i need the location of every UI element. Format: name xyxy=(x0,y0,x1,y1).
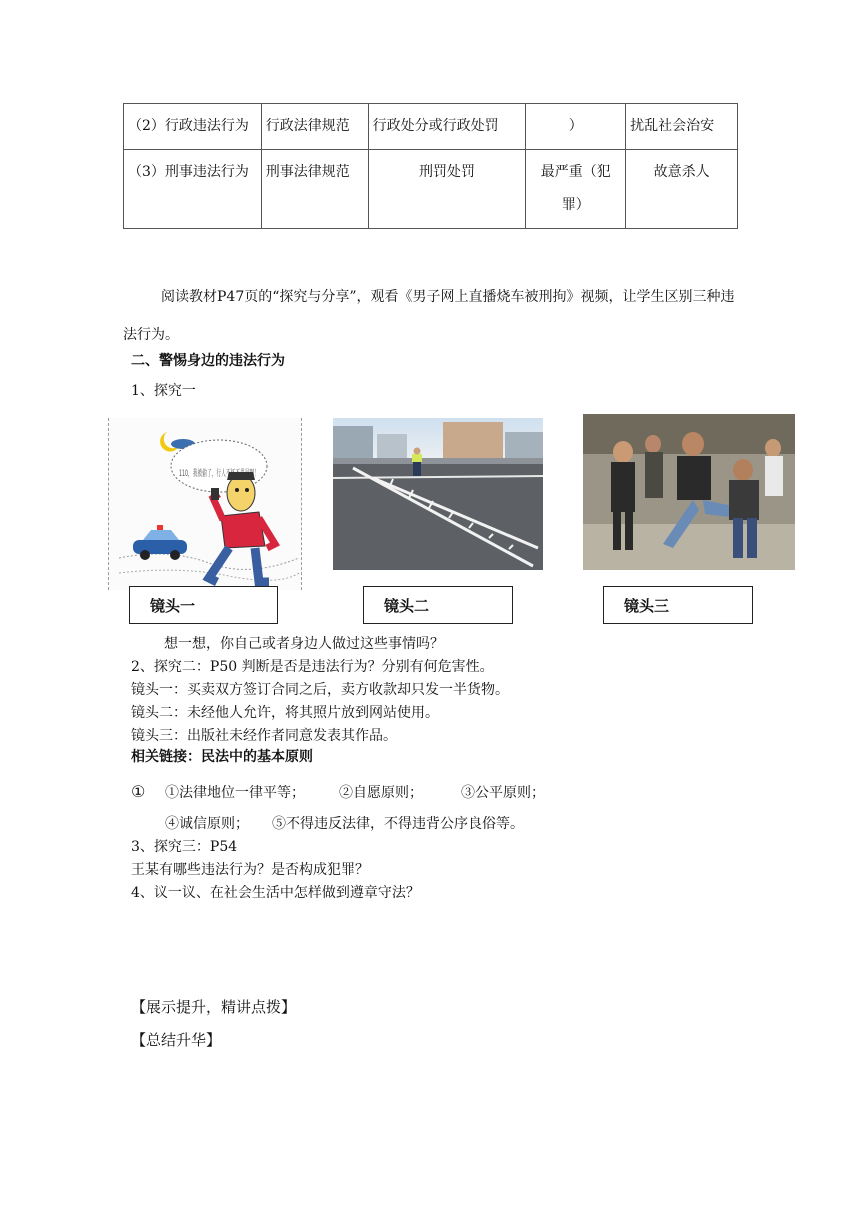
table-cell: （2）行政违法行为 xyxy=(124,104,262,150)
item-heading: 1、探究一 xyxy=(131,383,196,399)
violation-table xyxy=(123,103,738,229)
table-cell: ） xyxy=(526,104,626,150)
question-text: 王某有哪些违法行为？是否构成犯罪？ xyxy=(131,862,369,878)
street-barrier-photo xyxy=(333,418,543,570)
table-cell: 故意杀人 xyxy=(626,150,738,229)
table-row xyxy=(124,150,738,229)
cartoon-speech-text: 110，我被偷了，行人不怀不思是啊！ xyxy=(179,469,332,479)
caption-shot-2: 镜头二 xyxy=(363,586,513,624)
caption-shot-1: 镜头一 xyxy=(129,586,278,624)
shot-2-text: 镜头二：未经他人允许，将其照片放到网站使用。 xyxy=(131,705,439,721)
principle-item: ②自愿原则； xyxy=(339,785,423,801)
caption-shot-3: 镜头三 xyxy=(603,586,753,624)
list-marker: ① xyxy=(131,782,146,801)
shot-3-text: 镜头三：出版社未经作者同意发表其作品。 xyxy=(131,728,397,744)
street-fight-photo xyxy=(583,414,795,570)
principle-item: ⑤不得违反法律，不得违背公序良俗等。 xyxy=(272,816,524,832)
section-label: 【总结升华】 xyxy=(131,1031,222,1049)
table-cell: 行政处分或行政处罚 xyxy=(368,104,526,150)
table-cell: 扰乱社会治安 xyxy=(626,104,738,150)
table-row xyxy=(124,104,738,150)
item-heading: 4、议一议、在社会生活中怎样做到遵章守法？ xyxy=(131,885,420,901)
section-label: 【展示提升，精讲点拨】 xyxy=(131,998,297,1016)
principle-item: ④诚信原则； xyxy=(165,816,249,832)
item-heading: 2、探究二：P50 判断是否是违法行为？分别有何危害性。 xyxy=(131,659,494,675)
item-heading: 3、探究三：P54 xyxy=(131,839,238,855)
section-heading: 二、警惕身边的违法行为 xyxy=(131,353,285,369)
table-cell: 最严重（犯罪） xyxy=(526,150,626,229)
principle-item: ③公平原则； xyxy=(461,785,545,801)
cartoon-image xyxy=(108,418,332,590)
related-link-title: 相关链接：民法中的基本原则 xyxy=(131,749,313,765)
intro-paragraph: 阅读教材P47页的“探究与分享”，观看《男子网上直播烧车被刑拘》视频，让学生区别三种违法行为。 xyxy=(123,289,735,343)
think-text: 想一想，你自己或者身边人做过这些事情吗？ xyxy=(164,636,444,652)
table-cell: 刑罚处罚 xyxy=(368,150,526,229)
principle-item: ①法律地位一律平等； xyxy=(165,785,305,801)
shot-1-text: 镜头一：买卖双方签订合同之后，卖方收款却只发一半货物。 xyxy=(131,682,509,698)
table-cell: 刑事法律规范 xyxy=(261,150,368,229)
table-cell: 行政法律规范 xyxy=(261,104,368,150)
table-cell: （3）刑事违法行为 xyxy=(124,150,262,229)
